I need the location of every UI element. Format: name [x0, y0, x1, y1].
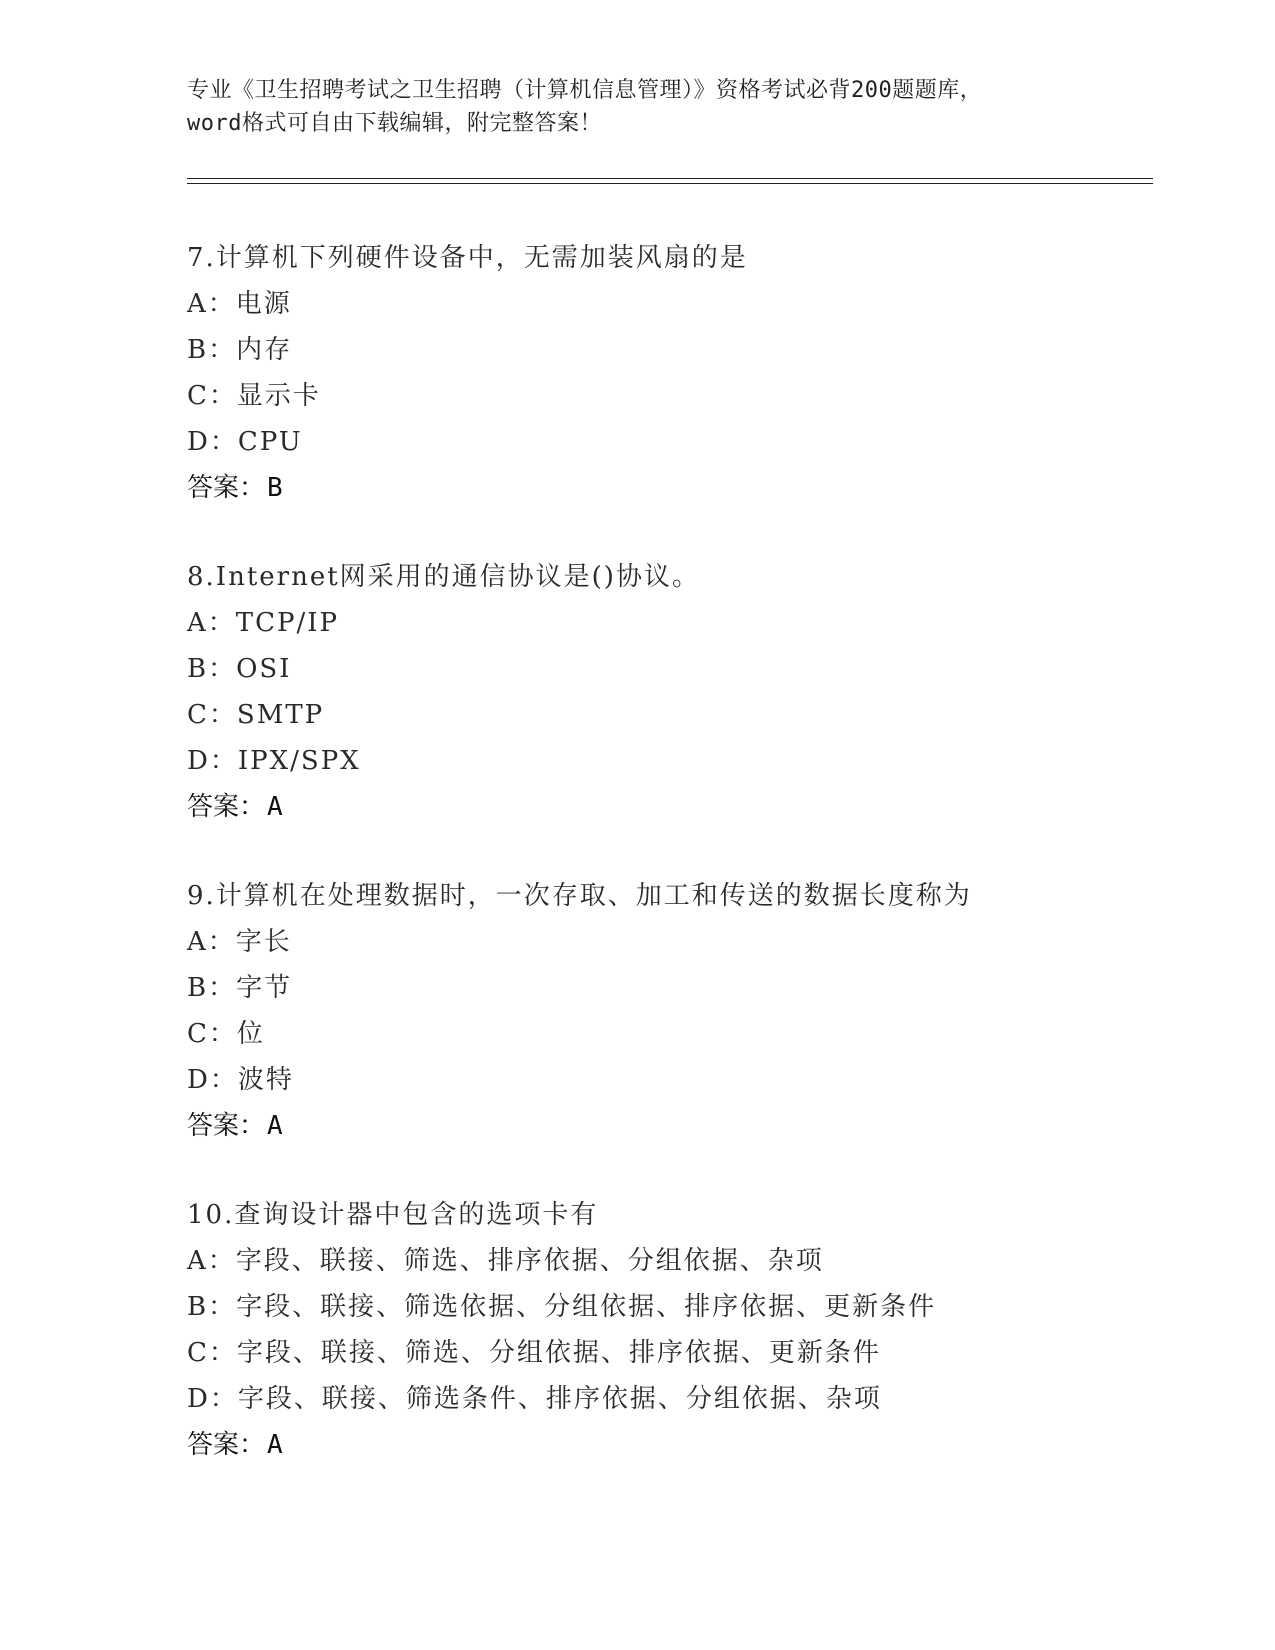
question-list — [187, 235, 1187, 1511]
answer-line — [187, 784, 1187, 830]
question-text: 10.查询设计器中包含的选项卡有 — [187, 1200, 599, 1230]
question-item — [187, 554, 1187, 873]
option-d: D：CPU — [187, 427, 303, 457]
question-text: 8.Internet网采用的通信协议是()协议。 — [187, 562, 700, 592]
option-c: C：SMTP — [187, 700, 325, 730]
option-a: A：TCP/IP — [187, 608, 340, 638]
option-b: B：字段、联接、筛选依据、分组依据、排序依据、更新条件 — [187, 1292, 937, 1322]
header-divider-bottom — [187, 183, 1153, 184]
option-c: C：显示卡 — [187, 381, 321, 411]
answer-value: A — [267, 1111, 283, 1141]
answer-line — [187, 1103, 1187, 1149]
header-line-2: word格式可自由下载编辑，附完整答案！ — [187, 111, 602, 136]
question-item — [187, 873, 1187, 1192]
option-d: D：IPX/SPX — [187, 746, 361, 776]
option-d: D：波特 — [187, 1065, 294, 1095]
option-c: C：字段、联接、筛选、分组依据、排序依据、更新条件 — [187, 1338, 881, 1368]
option-b: B：内存 — [187, 335, 293, 365]
option-c: C：位 — [187, 1019, 265, 1049]
answer-value: B — [267, 473, 283, 503]
header-line-1: 专业《卫生招聘考试之卫生招聘（计算机信息管理）》资格考试必背200题题库， — [187, 78, 983, 103]
answer-label: 答案： — [187, 473, 266, 503]
answer-label: 答案： — [187, 1111, 266, 1141]
option-b: B：OSI — [187, 654, 292, 684]
option-a: A：字长 — [187, 927, 292, 957]
question-item — [187, 235, 1187, 554]
option-a: A：字段、联接、筛选、排序依据、分组依据、杂项 — [187, 1246, 824, 1276]
option-d: D：字段、联接、筛选条件、排序依据、分组依据、杂项 — [187, 1384, 882, 1414]
answer-line — [187, 1422, 1187, 1468]
answer-label: 答案： — [187, 1430, 266, 1460]
answer-value: A — [267, 792, 283, 822]
answer-value: A — [267, 1430, 283, 1460]
option-a: A：电源 — [187, 289, 292, 319]
document-header — [187, 74, 1117, 140]
answer-label: 答案： — [187, 792, 266, 822]
question-text: 9.计算机在处理数据时，一次存取、加工和传送的数据长度称为 — [187, 881, 972, 911]
option-b: B：字节 — [187, 973, 293, 1003]
header-divider-top — [187, 178, 1153, 179]
question-text: 7.计算机下列硬件设备中，无需加装风扇的是 — [187, 243, 748, 273]
question-item — [187, 1192, 1187, 1511]
answer-line — [187, 465, 1187, 511]
